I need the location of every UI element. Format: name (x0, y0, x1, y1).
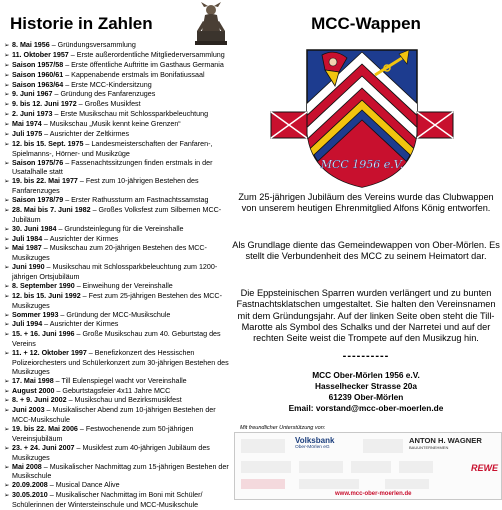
arrow-bullet-icon: ➢ (4, 42, 10, 49)
history-item-date: 15. + 16. Juni 1996 (12, 330, 75, 339)
history-item-date: 28. Mai bis 7. Juni 1982 (12, 205, 91, 214)
sponsor-tile (399, 461, 433, 473)
history-item (4, 463, 232, 482)
history-item-text: – Großes Volksfest zum Silbernen MCC-Jubiläum (12, 205, 222, 224)
wappen-paragraph-1: Zum 25-jährigen Jubiläum des Vereins wurde das Clubwappen von unserem heutigen Ehrenmitglied Alfons König entworfen. (238, 192, 494, 214)
arrow-bullet-icon: ➢ (4, 397, 10, 405)
history-item-text: – Erster Rathussturm am Fastnachtssamstag (63, 196, 209, 204)
history-item (4, 282, 232, 292)
history-item (4, 481, 232, 491)
history-item-date: 8. Mai 1956 (12, 41, 50, 49)
history-item-date: 23. + 24. Juni 2007 (12, 443, 75, 452)
arrow-bullet-icon: ➢ (4, 407, 10, 415)
history-item (4, 330, 232, 349)
history-item-date: 19. bis 22. Mai 1977 (12, 177, 78, 186)
history-title: Historie in Zahlen (10, 14, 153, 33)
arrow-bullet-icon: ➢ (4, 331, 10, 339)
history-item-text: – Ausrichter der Kirmes (42, 234, 119, 243)
arrow-bullet-icon: ➢ (4, 178, 10, 186)
separator: ---------- (342, 350, 390, 362)
history-item-date: August 2000 (12, 386, 55, 395)
arrow-bullet-icon: ➢ (4, 292, 10, 300)
history-item (4, 206, 232, 225)
arrow-bullet-icon: ➢ (4, 321, 10, 329)
club-city: 61239 Ober-Mörlen (328, 392, 404, 402)
history-item-date: Saison 1957/58 (12, 60, 64, 69)
sponsor-heading: Mit freundlicher Unterstützung von: (240, 425, 326, 431)
history-item (4, 140, 232, 159)
history-item (4, 263, 232, 282)
wagner-name: ANTON H. WAGNER (409, 436, 482, 445)
right-drum-icon (417, 112, 453, 138)
history-item-date: Saison 1960/61 (12, 70, 64, 79)
history-item (4, 387, 232, 397)
arrow-bullet-icon: ➢ (4, 387, 10, 395)
sponsor-website[interactable]: www.mcc-ober-moerlen.de (335, 491, 412, 497)
history-item (4, 100, 232, 110)
history-item-date: Saison 1975/76 (12, 158, 64, 167)
history-item (4, 196, 232, 206)
history-item-date: Mai 1974 (12, 120, 42, 128)
history-item-date: Saison 1963/64 (12, 80, 64, 89)
history-item-date: Juli 1994 (12, 320, 43, 329)
history-item-text: – Musikalischer Abend zum 10-jährigen Bestehen der MCC-Musikschule (12, 406, 216, 425)
arrow-bullet-icon: ➢ (4, 81, 10, 89)
arrow-bullet-icon: ➢ (4, 282, 10, 290)
sponsor-tile (241, 439, 285, 453)
history-item-date: Juni 1990 (12, 263, 45, 272)
history-item-date: Mai 2008 (12, 462, 42, 471)
arrow-bullet-icon: ➢ (4, 245, 10, 253)
history-item-date: Sommer 1993 (12, 310, 59, 319)
history-item (4, 177, 232, 196)
wagner-logo (409, 436, 501, 452)
history-item-date: 30.05.2010 (12, 491, 48, 500)
club-email[interactable]: Email: vorstand@mcc-ober-moerlen.de (288, 403, 444, 413)
arrow-bullet-icon: ➢ (4, 130, 10, 138)
arrow-bullet-icon: ➢ (4, 51, 10, 59)
history-item (4, 110, 232, 120)
history-item-text: – Große Musikschau zum 40. Geburtstag des Vereins (12, 330, 221, 349)
history-item-text: – Musikalischer Nachmittag im Boni mit Schüler/ Schülerinnen der Wintersteinschule und MCC-Musikschule (12, 491, 203, 509)
arrow-bullet-icon: ➢ (4, 235, 10, 243)
history-item-text: – Benefizkonzert des Hessischen Polizeiorchesters und Schülerkonzert zum 30-jährigen Bestehen des Musikzuges (12, 349, 229, 376)
arrow-bullet-icon: ➢ (4, 61, 10, 69)
arrow-bullet-icon: ➢ (4, 463, 10, 471)
history-item (4, 71, 232, 81)
history-item-text: – Grundsteinlegung für die Vereinshalle (56, 224, 184, 233)
arrow-bullet-icon: ➢ (4, 71, 10, 79)
club-street: Hasselhecker Strasse 20a (315, 381, 417, 391)
sponsor-tile (241, 461, 291, 473)
history-item (4, 320, 232, 330)
history-item (4, 349, 232, 377)
history-item-text: – Ausrichter der Kirmes (42, 320, 119, 329)
history-item (4, 130, 232, 140)
arrow-bullet-icon: ➢ (4, 377, 10, 385)
history-item-text: – Gründung der MCC-Musikschule (58, 310, 171, 319)
history-item-text: – Musikfest zum 40-jährigen Jubiläum des Musikzuges (12, 443, 210, 462)
sponsor-banner (234, 432, 502, 500)
history-item-text: – Erste MCC-Kindersitzung (63, 80, 152, 89)
arrow-bullet-icon: ➢ (4, 264, 10, 272)
history-item (4, 120, 232, 130)
sponsor-tile (241, 479, 285, 489)
history-item-text: – Fassenachtssitzungen finden erstmals in der Usatalhalle statt (12, 158, 213, 177)
arrow-bullet-icon: ➢ (4, 91, 10, 99)
left-drum-icon (271, 112, 307, 138)
history-item-text: – Musikschau „Musik kennt keine Grenzen“ (41, 120, 181, 128)
volksbank-name: Volksbank (295, 436, 335, 445)
arrow-bullet-icon: ➢ (4, 197, 10, 204)
history-item-date: Mai 1987 (12, 244, 42, 253)
volksbank-logo (295, 436, 357, 458)
history-item-text: – Erste außerordentliche Mitgliederversammlung (68, 50, 225, 59)
history-item-date: 30. Juni 1984 (12, 224, 57, 233)
history-item-text: – Fest zum 25-jährigen Bestehen des MCC-Musikzuges (12, 291, 222, 310)
history-item (4, 444, 232, 463)
history-item (4, 51, 232, 61)
history-item-text: – Gründungsversammlung (49, 41, 136, 49)
arrow-bullet-icon: ➢ (4, 140, 10, 148)
sponsor-tile (385, 479, 429, 489)
history-item-text: – Fest zum 10-jährigen Bestehen des Fanfarenzuges (12, 177, 199, 196)
history-column (4, 0, 232, 509)
history-item-date: 8. September 1990 (12, 281, 75, 290)
arrow-bullet-icon: ➢ (4, 206, 10, 214)
history-item-text: – Musikalischer Nachmittag zum 15-jährigen Bestehen der Musikschule (12, 462, 229, 481)
history-list (4, 41, 232, 510)
history-item (4, 406, 232, 425)
jester-statue-image (191, 1, 231, 45)
history-item (4, 244, 232, 263)
history-item-date: 12. bis 15. Juni 1992 (12, 291, 81, 300)
arrow-bullet-icon: ➢ (4, 225, 10, 233)
history-item-text: – Kappenabende erstmals im Bonifatiussaal (63, 70, 205, 79)
history-item-text: – Erste Musikschau mit Schlossparkbeleuchtung (52, 110, 209, 119)
club-crest-emblem (267, 40, 457, 190)
history-item-date: 11. + 12. Oktober 1997 (12, 349, 87, 357)
history-item (4, 235, 232, 245)
history-item (4, 311, 232, 321)
history-item (4, 292, 232, 311)
arrow-bullet-icon: ➢ (4, 159, 10, 167)
sponsor-tile (299, 461, 343, 473)
history-item-date: 20.09.2008 (12, 481, 48, 490)
history-item-date: 8. + 9. Juni 2002 (12, 396, 67, 405)
history-item-text: – Musikschau und Bezirksmusikfest (66, 396, 182, 405)
wappen-column (232, 0, 500, 501)
history-item (4, 159, 232, 178)
history-item-date: 2. Juni 1973 (12, 110, 53, 119)
sponsor-tile (351, 461, 391, 473)
history-item-date: 19. bis 22. Mai 2006 (12, 425, 78, 433)
history-item-text: – Großes Musikfest (76, 100, 141, 109)
history-item (4, 81, 232, 91)
history-item-date: 9. Juni 1967 (12, 90, 53, 99)
wagner-sub: BAUUNTERNEHMEN (409, 445, 449, 450)
wappen-title: MCC-Wappen (311, 14, 421, 33)
history-item-text: – Landesmeisterschaften der Fanfaren-, Spielmanns-, Hörner- und Musikzüge (12, 139, 213, 158)
arrow-bullet-icon: ➢ (4, 101, 10, 109)
arrow-bullet-icon: ➢ (4, 426, 10, 433)
arrow-bullet-icon: ➢ (4, 311, 10, 319)
club-name: MCC Ober-Mörlen 1956 e.V. (312, 370, 420, 380)
history-item-text: – Erste öffentliche Auftritte im Gasthaus Germania (63, 60, 224, 69)
arrow-bullet-icon: ➢ (4, 350, 10, 357)
volksbank-sub: Ober-Mörlen eG (295, 445, 330, 450)
history-item (4, 90, 232, 100)
history-item-text: – Einweihung der Vereinshalle (74, 281, 173, 290)
arrow-bullet-icon: ➢ (4, 444, 10, 452)
history-item-date: Juni 2003 (12, 406, 45, 415)
arrow-bullet-icon: ➢ (4, 121, 10, 128)
arrow-bullet-icon: ➢ (4, 111, 10, 119)
sponsor-tile (299, 479, 359, 489)
sponsor-tile (363, 439, 403, 453)
history-item-text: – Musikschau mit Schlossparkbeleuchtung zum 1200-jährigen Ortsjubiläum (12, 263, 218, 281)
crest-label: MCC 1956 e.V. (320, 158, 404, 171)
history-item (4, 377, 232, 387)
history-item-date: 12. bis 15. Sept. 1975 (12, 139, 84, 148)
arrow-bullet-icon: ➢ (4, 492, 10, 500)
history-item-text: – Gründung des Fanfarenzuges (52, 90, 156, 99)
history-item-text: – Geburtstagsfeier 4x11 Jahre MCC (54, 386, 171, 395)
history-item-date: 9. bis 12. Juni 1972 (12, 100, 77, 109)
wappen-paragraph-3: Die Eppsteinischen Sparren wurden verlängert und zu bunten Fastnachtsklatschen umgestaltet. Sie halten den Vereinsnamen mit dem Gründungsjahr. Auf der linken Seite oben steht die Till-Marotte als Symbol des Schalks und der Narretei und auf der rechten Seite weist die Trompete auf den Musikzug hin. (236, 288, 496, 344)
history-item-text: – Musical Dance Alive (47, 481, 120, 490)
history-item-date: Juli 1975 (12, 129, 43, 138)
history-item (4, 61, 232, 71)
wappen-paragraph-2: Als Grundlage diente das Gemeindewappen von Ober-Mörlen. Es stellt die Verbundenheit des MCC zu seinem Heimatort dar. (232, 240, 500, 262)
history-item-date: 17. Mai 1998 (12, 376, 54, 385)
history-item-date: Saison 1978/79 (12, 196, 64, 204)
history-item (4, 225, 232, 235)
history-item-text: – Ausrichter der Zeltkirmes (42, 129, 130, 138)
history-item-date: Juli 1984 (12, 234, 43, 243)
history-item-text: – Festwochenende zum 50-jährigen Vereinsjubiläum (12, 425, 194, 443)
history-item (4, 425, 232, 444)
history-item-text: – Musikschau zum 20-jährigen Bestehen des MCC-Musikzuges (12, 244, 207, 263)
history-item (4, 396, 232, 406)
history-item (4, 491, 232, 510)
arrow-bullet-icon: ➢ (4, 482, 10, 490)
history-item-date: 11. Oktober 1957 (12, 50, 69, 59)
rewe-logo: REWE (471, 463, 498, 473)
history-item (4, 41, 232, 51)
history-item-text: – Till Eulenspiegel wacht vor Vereinshalle (53, 376, 187, 385)
